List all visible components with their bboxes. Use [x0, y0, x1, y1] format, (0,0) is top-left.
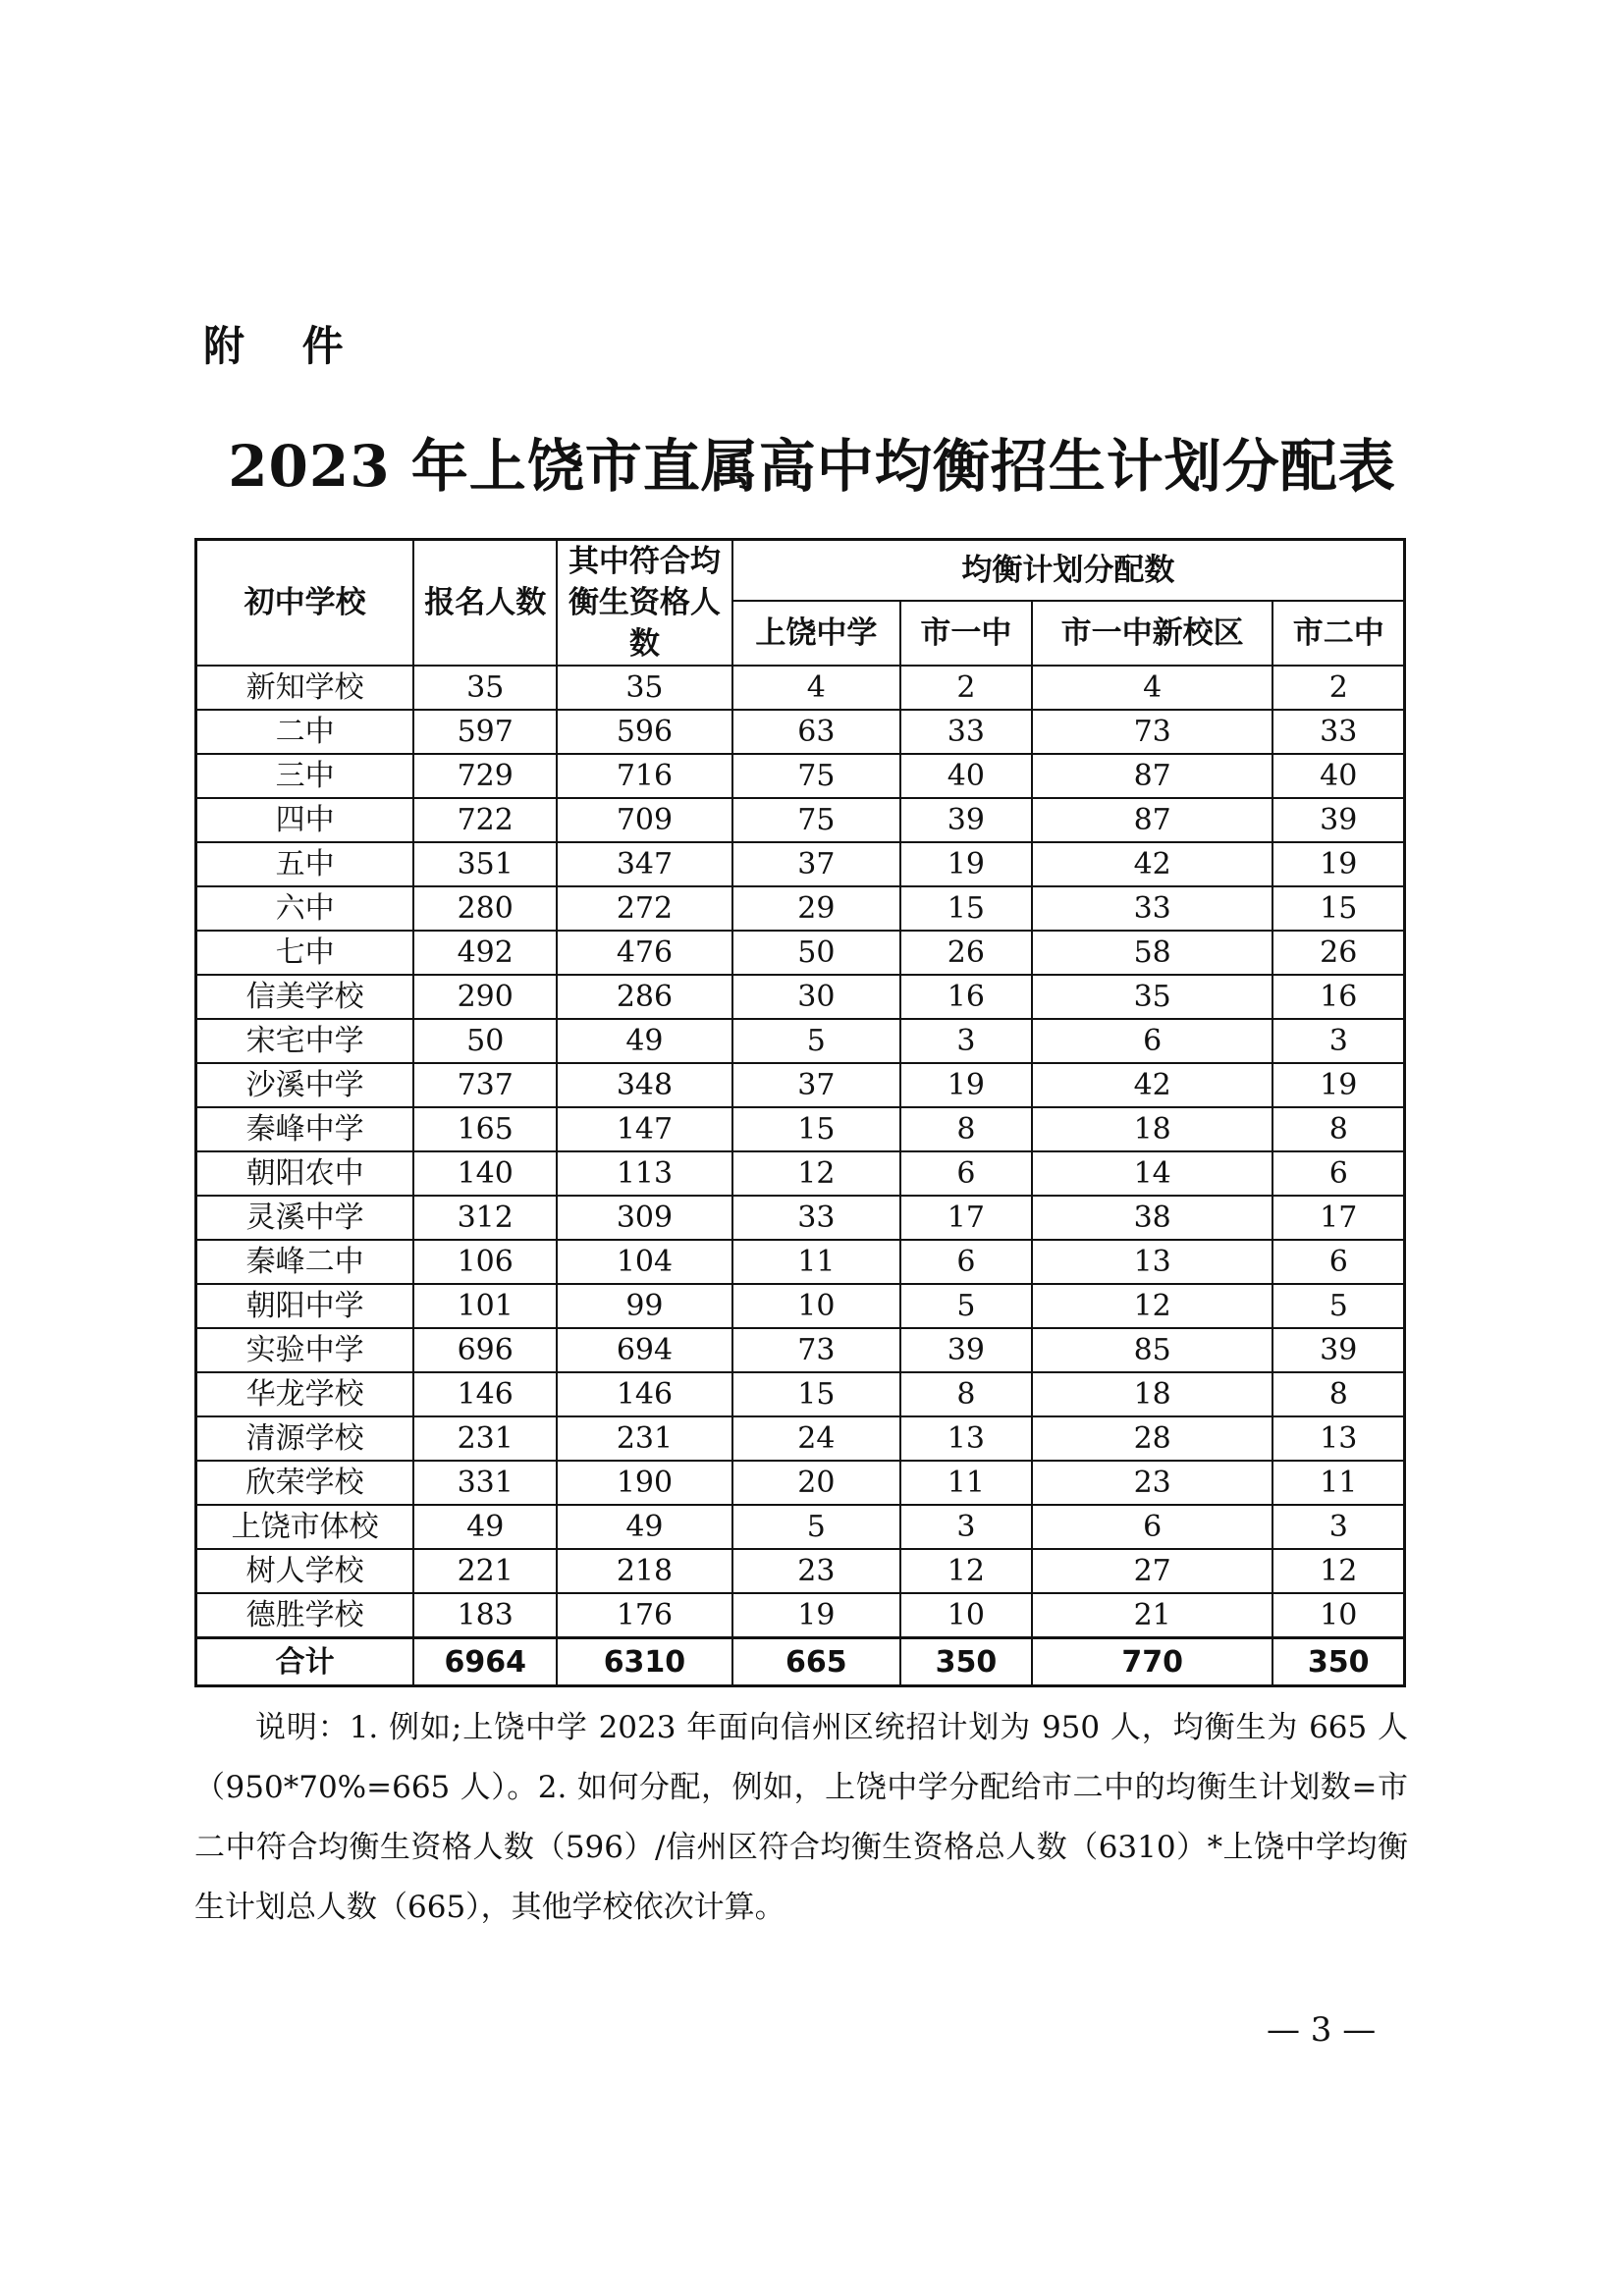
cell-school: 沙溪中学	[196, 1063, 414, 1107]
cell-school: 实验中学	[196, 1328, 414, 1372]
cell-city-no1: 8	[900, 1372, 1032, 1416]
cell-city-no1: 3	[900, 1505, 1032, 1549]
cell-city-no1: 13	[900, 1416, 1032, 1461]
cell-applicants: 183	[413, 1593, 557, 1638]
cell-city-no2: 19	[1272, 842, 1404, 886]
cell-qualified: 35	[557, 666, 732, 710]
cell-qualified: 176	[557, 1593, 732, 1638]
cell-applicants: 165	[413, 1107, 557, 1151]
cell-city-no1: 12	[900, 1549, 1032, 1593]
cell-city-no2: 15	[1272, 886, 1404, 931]
cell-qualified: 104	[557, 1240, 732, 1284]
table-row	[196, 1593, 1405, 1638]
total-cell-city-no2: 350	[1272, 1638, 1404, 1686]
cell-city-no2: 16	[1272, 975, 1404, 1019]
table-row	[196, 1196, 1405, 1240]
header-applicants: 报名人数	[413, 540, 557, 667]
cell-shangrao-high: 5	[732, 1505, 900, 1549]
total-cell-shangrao-high: 665	[732, 1638, 900, 1686]
cell-city-no2: 19	[1272, 1063, 1404, 1107]
table-row	[196, 931, 1405, 975]
cell-applicants: 231	[413, 1416, 557, 1461]
cell-school: 朝阳农中	[196, 1151, 414, 1196]
attachment-label: 附 件	[203, 322, 365, 370]
cell-city-no1: 16	[900, 975, 1032, 1019]
cell-city-no1: 8	[900, 1107, 1032, 1151]
cell-shangrao-high: 15	[732, 1107, 900, 1151]
cell-school: 七中	[196, 931, 414, 975]
cell-school: 宋宅中学	[196, 1019, 414, 1063]
cell-qualified: 218	[557, 1549, 732, 1593]
explanation-note: 说明：1. 例如;上饶中学 2023 年面向信州区统招计划为 950 人，均衡生为 665 人（950*70%=665 人）。2. 如何分配，例如，上饶中学分配给市二中的均衡生计划数=市二中符合均衡生资格人数（596）/信州区符合均衡生资格总人数（6310）*上饶中学均衡生计划总人数（665），其他学校依次计算。	[194, 1710, 1408, 1925]
cell-shangrao-high: 19	[732, 1593, 900, 1638]
total-cell-city-no1-new-campus: 770	[1032, 1638, 1273, 1686]
cell-shangrao-high: 12	[732, 1151, 900, 1196]
allocation-table	[194, 538, 1406, 1687]
cell-applicants: 696	[413, 1328, 557, 1372]
cell-city-no1-new-campus: 6	[1032, 1505, 1273, 1549]
table-row	[196, 1240, 1405, 1284]
header-allocation-group: 均衡计划分配数	[732, 540, 1405, 602]
header-city-no2: 市二中	[1272, 601, 1404, 666]
cell-applicants: 49	[413, 1505, 557, 1549]
cell-city-no1-new-campus: 58	[1032, 931, 1273, 975]
total-cell-school: 合计	[196, 1638, 414, 1686]
cell-shangrao-high: 15	[732, 1372, 900, 1416]
cell-city-no1-new-campus: 23	[1032, 1461, 1273, 1505]
cell-city-no2: 17	[1272, 1196, 1404, 1240]
cell-shangrao-high: 11	[732, 1240, 900, 1284]
cell-shangrao-high: 23	[732, 1549, 900, 1593]
cell-school: 二中	[196, 710, 414, 754]
cell-city-no2: 40	[1272, 754, 1404, 798]
cell-city-no1: 40	[900, 754, 1032, 798]
total-row	[196, 1638, 1405, 1686]
cell-city-no2: 3	[1272, 1019, 1404, 1063]
cell-applicants: 146	[413, 1372, 557, 1416]
cell-school: 朝阳中学	[196, 1284, 414, 1328]
cell-city-no1: 19	[900, 1063, 1032, 1107]
cell-applicants: 312	[413, 1196, 557, 1240]
table-row	[196, 975, 1405, 1019]
cell-shangrao-high: 63	[732, 710, 900, 754]
cell-qualified: 347	[557, 842, 732, 886]
table-row	[196, 666, 1405, 710]
cell-city-no1: 39	[900, 1328, 1032, 1372]
cell-school: 灵溪中学	[196, 1196, 414, 1240]
cell-city-no2: 39	[1272, 1328, 1404, 1372]
cell-city-no1-new-campus: 73	[1032, 710, 1273, 754]
cell-city-no1: 5	[900, 1284, 1032, 1328]
cell-city-no1-new-campus: 35	[1032, 975, 1273, 1019]
cell-applicants: 35	[413, 666, 557, 710]
cell-qualified: 709	[557, 798, 732, 842]
header-qualified: 其中符合均衡生资格人数	[557, 540, 732, 667]
cell-city-no1-new-campus: 12	[1032, 1284, 1273, 1328]
cell-applicants: 722	[413, 798, 557, 842]
cell-city-no1-new-campus: 14	[1032, 1151, 1273, 1196]
cell-city-no1: 17	[900, 1196, 1032, 1240]
table-row	[196, 1505, 1405, 1549]
cell-shangrao-high: 37	[732, 842, 900, 886]
cell-shangrao-high: 4	[732, 666, 900, 710]
cell-city-no1: 33	[900, 710, 1032, 754]
cell-qualified: 694	[557, 1328, 732, 1372]
cell-qualified: 348	[557, 1063, 732, 1107]
cell-qualified: 596	[557, 710, 732, 754]
cell-school: 三中	[196, 754, 414, 798]
table-row	[196, 1284, 1405, 1328]
cell-qualified: 231	[557, 1416, 732, 1461]
total-cell-qualified: 6310	[557, 1638, 732, 1686]
table-row	[196, 842, 1405, 886]
table-row	[196, 1063, 1405, 1107]
cell-qualified: 99	[557, 1284, 732, 1328]
cell-city-no2: 11	[1272, 1461, 1404, 1505]
cell-city-no2: 2	[1272, 666, 1404, 710]
cell-school: 秦峰中学	[196, 1107, 414, 1151]
cell-city-no1-new-campus: 13	[1032, 1240, 1273, 1284]
table-row	[196, 1019, 1405, 1063]
cell-shangrao-high: 33	[732, 1196, 900, 1240]
cell-shangrao-high: 24	[732, 1416, 900, 1461]
cell-shangrao-high: 50	[732, 931, 900, 975]
cell-city-no1-new-campus: 18	[1032, 1372, 1273, 1416]
cell-shangrao-high: 5	[732, 1019, 900, 1063]
cell-city-no1: 39	[900, 798, 1032, 842]
table-row	[196, 1151, 1405, 1196]
cell-city-no2: 6	[1272, 1240, 1404, 1284]
cell-city-no2: 39	[1272, 798, 1404, 842]
cell-applicants: 221	[413, 1549, 557, 1593]
cell-city-no2: 26	[1272, 931, 1404, 975]
cell-school: 树人学校	[196, 1549, 414, 1593]
cell-applicants: 280	[413, 886, 557, 931]
cell-school: 六中	[196, 886, 414, 931]
table-row	[196, 754, 1405, 798]
cell-qualified: 309	[557, 1196, 732, 1240]
cell-city-no1-new-campus: 18	[1032, 1107, 1273, 1151]
cell-school: 清源学校	[196, 1416, 414, 1461]
cell-shangrao-high: 73	[732, 1328, 900, 1372]
cell-applicants: 101	[413, 1284, 557, 1328]
table-row	[196, 1549, 1405, 1593]
cell-applicants: 597	[413, 710, 557, 754]
table-row	[196, 1328, 1405, 1372]
table-row	[196, 886, 1405, 931]
cell-shangrao-high: 29	[732, 886, 900, 931]
cell-city-no1-new-campus: 87	[1032, 798, 1273, 842]
cell-school: 秦峰二中	[196, 1240, 414, 1284]
cell-shangrao-high: 20	[732, 1461, 900, 1505]
cell-school: 德胜学校	[196, 1593, 414, 1638]
table-row	[196, 1416, 1405, 1461]
cell-city-no1-new-campus: 6	[1032, 1019, 1273, 1063]
cell-qualified: 286	[557, 975, 732, 1019]
cell-school: 五中	[196, 842, 414, 886]
cell-city-no1-new-campus: 42	[1032, 842, 1273, 886]
cell-school: 四中	[196, 798, 414, 842]
cell-school: 华龙学校	[196, 1372, 414, 1416]
cell-qualified: 272	[557, 886, 732, 931]
cell-city-no1: 19	[900, 842, 1032, 886]
cell-city-no1-new-campus: 28	[1032, 1416, 1273, 1461]
header-school: 初中学校	[196, 540, 414, 667]
cell-applicants: 290	[413, 975, 557, 1019]
table-body	[196, 666, 1405, 1686]
cell-city-no1-new-campus: 33	[1032, 886, 1273, 931]
cell-city-no1: 6	[900, 1240, 1032, 1284]
cell-city-no2: 3	[1272, 1505, 1404, 1549]
cell-applicants: 351	[413, 842, 557, 886]
cell-school: 信美学校	[196, 975, 414, 1019]
cell-qualified: 190	[557, 1461, 732, 1505]
cell-city-no1-new-campus: 4	[1032, 666, 1273, 710]
cell-city-no2: 8	[1272, 1107, 1404, 1151]
total-cell-applicants: 6964	[413, 1638, 557, 1686]
cell-qualified: 113	[557, 1151, 732, 1196]
cell-qualified: 49	[557, 1019, 732, 1063]
cell-city-no1-new-campus: 38	[1032, 1196, 1273, 1240]
cell-shangrao-high: 30	[732, 975, 900, 1019]
cell-city-no2: 5	[1272, 1284, 1404, 1328]
cell-shangrao-high: 37	[732, 1063, 900, 1107]
total-cell-city-no1: 350	[900, 1638, 1032, 1686]
cell-qualified: 147	[557, 1107, 732, 1151]
table-row	[196, 1372, 1405, 1416]
cell-shangrao-high: 75	[732, 754, 900, 798]
cell-applicants: 737	[413, 1063, 557, 1107]
cell-applicants: 331	[413, 1461, 557, 1505]
table-row	[196, 1461, 1405, 1505]
cell-city-no1: 15	[900, 886, 1032, 931]
cell-qualified: 476	[557, 931, 732, 975]
cell-city-no1: 10	[900, 1593, 1032, 1638]
cell-shangrao-high: 75	[732, 798, 900, 842]
cell-applicants: 50	[413, 1019, 557, 1063]
page-title: 2023 年上饶市直属高中均衡招生计划分配表	[228, 433, 1396, 500]
cell-city-no2: 12	[1272, 1549, 1404, 1593]
cell-city-no1: 11	[900, 1461, 1032, 1505]
cell-city-no1: 2	[900, 666, 1032, 710]
cell-city-no2: 10	[1272, 1593, 1404, 1638]
cell-city-no1: 26	[900, 931, 1032, 975]
cell-city-no1-new-campus: 21	[1032, 1593, 1273, 1638]
cell-city-no1-new-campus: 87	[1032, 754, 1273, 798]
cell-school: 新知学校	[196, 666, 414, 710]
cell-applicants: 729	[413, 754, 557, 798]
cell-city-no1: 3	[900, 1019, 1032, 1063]
header-shangrao-high: 上饶中学	[732, 601, 900, 666]
cell-city-no1-new-campus: 42	[1032, 1063, 1273, 1107]
cell-shangrao-high: 10	[732, 1284, 900, 1328]
cell-city-no2: 33	[1272, 710, 1404, 754]
cell-qualified: 716	[557, 754, 732, 798]
cell-city-no1: 6	[900, 1151, 1032, 1196]
cell-school: 上饶市体校	[196, 1505, 414, 1549]
page-number: — 3 —	[1267, 2010, 1377, 2050]
cell-qualified: 49	[557, 1505, 732, 1549]
cell-qualified: 146	[557, 1372, 732, 1416]
header-city-no1: 市一中	[900, 601, 1032, 666]
cell-city-no1-new-campus: 27	[1032, 1549, 1273, 1593]
table-row	[196, 710, 1405, 754]
table-row	[196, 1107, 1405, 1151]
header-city-no1-new-campus: 市一中新校区	[1032, 601, 1273, 666]
cell-city-no2: 13	[1272, 1416, 1404, 1461]
cell-city-no1-new-campus: 85	[1032, 1328, 1273, 1372]
cell-applicants: 492	[413, 931, 557, 975]
cell-applicants: 106	[413, 1240, 557, 1284]
cell-school: 欣荣学校	[196, 1461, 414, 1505]
cell-city-no2: 6	[1272, 1151, 1404, 1196]
cell-city-no2: 8	[1272, 1372, 1404, 1416]
cell-applicants: 140	[413, 1151, 557, 1196]
table-row	[196, 798, 1405, 842]
